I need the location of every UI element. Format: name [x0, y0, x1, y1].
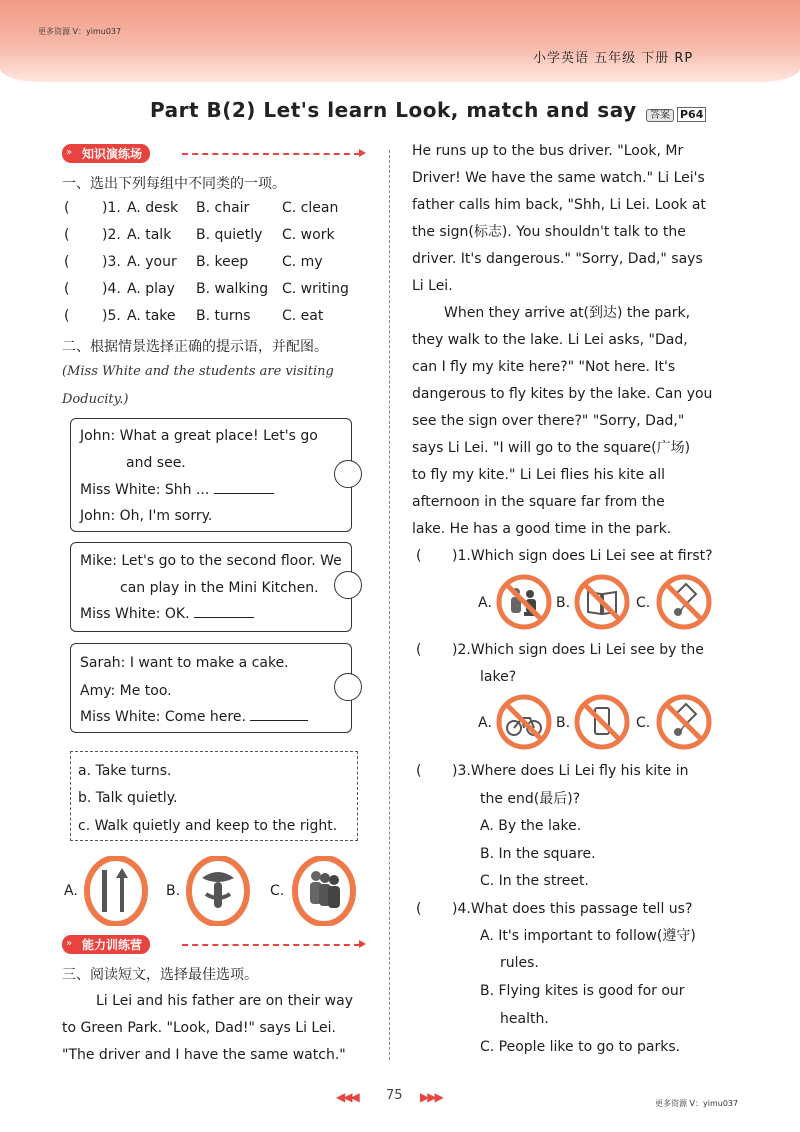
list-item: ( )2. A. talk B. quietly C. work	[64, 227, 335, 243]
answer-blank[interactable]	[250, 708, 308, 721]
book-info: 小学英语 五年级 下册 RP	[533, 51, 694, 66]
dialog-line: Miss White: OK.	[80, 605, 254, 623]
list-item: ( )4. A. play B. walking C. writing	[64, 281, 349, 297]
dialog-line: Sarah: I want to make a cake.	[80, 655, 289, 671]
column-divider	[389, 150, 390, 1060]
answer-option-cont: health.	[500, 1011, 549, 1027]
section-tag-ability	[62, 935, 150, 954]
q2-context: (Miss White and the students are visiting	[62, 364, 334, 379]
question-3: )3.Where does Li Lei fly his kite in	[452, 763, 689, 779]
passage-line: they walk to the lake. Li Lei asks, "Dad,	[412, 332, 688, 348]
question-3-cont: the end(最后)?	[480, 791, 581, 807]
section-tag-practice	[62, 144, 150, 163]
no-cycling-sign-icon	[496, 694, 552, 750]
passage-line: When they arrive at(到达) the park,	[444, 305, 691, 321]
section-divider	[182, 944, 360, 946]
page-title: Part B(2) Let's learn Look, match and say	[150, 98, 637, 122]
dialog-line: and see.	[126, 455, 186, 471]
passage-right	[412, 138, 722, 543]
option-item: c. Walk quietly and keep to the right.	[78, 818, 338, 834]
answer-option: B. Flying kites is good for our	[480, 983, 685, 999]
arrow-icon	[359, 149, 366, 157]
prev-arrows-icon: ◀◀◀	[336, 1090, 358, 1104]
answer-option-cont: rules.	[500, 955, 539, 971]
dialog-line: John: What a great place! Let's go	[80, 428, 318, 444]
question-2: )2.Which sign does Li Lei see by the	[452, 642, 704, 658]
answer-page: P64	[677, 107, 706, 122]
passage-line: "The driver and I have the same watch."	[62, 1047, 346, 1063]
answer-blank[interactable]	[214, 481, 274, 494]
match-circle[interactable]	[334, 571, 362, 599]
passage-line: dangerous to fly kites by the lake. Can you	[412, 386, 713, 402]
dialog-line: Amy: Me too.	[80, 683, 172, 699]
answer-paren[interactable]: (	[416, 548, 422, 564]
no-kite-flying-sign-icon	[656, 574, 712, 630]
queue-sign-icon	[292, 856, 356, 926]
answer-option: B. In the square.	[480, 846, 596, 862]
keep-right-sign-icon	[84, 856, 148, 926]
no-reading-sign-icon	[574, 574, 630, 630]
next-arrows-icon: ▶▶▶	[420, 1090, 442, 1104]
no-kite-flying-sign-icon	[656, 694, 712, 750]
dialog-line: Miss White: Shh ...	[80, 481, 274, 499]
passage-line: lake. He has a good time in the park.	[412, 521, 672, 537]
quiet-sign-icon	[186, 856, 250, 926]
passage-line: father calls him back, "Shh, Li Lei. Look at	[412, 197, 706, 213]
header-band	[0, 0, 800, 82]
page-number: 75	[386, 1088, 403, 1103]
q1-list	[62, 199, 382, 334]
answer-label: 答案	[646, 109, 674, 122]
q2-context-2: Doducity.)	[62, 392, 129, 407]
answer-badge	[646, 103, 706, 122]
sign-label: B.	[556, 715, 571, 731]
section-tag-label: 能力训练营	[62, 935, 150, 954]
section-tag-label: 知识演练场	[62, 144, 150, 163]
sign-label: B.	[556, 595, 571, 611]
passage-line: to fly my kite." Li Lei flies his kite all	[412, 467, 665, 483]
q2-heading: 二、根据情景选择正确的提示语，并配图。	[62, 339, 328, 355]
passage-line: says Li Lei. "I will go to the square(广场)	[412, 440, 691, 456]
option-item: a. Take turns.	[78, 763, 172, 779]
answer-option: A. By the lake.	[480, 818, 582, 834]
sign-label: A.	[478, 595, 492, 611]
question-2-cont: lake?	[480, 669, 517, 685]
option-item: b. Talk quietly.	[78, 790, 178, 806]
chevron-icon: »	[66, 147, 73, 158]
passage-line: He runs up to the bus driver. "Look, Mr	[412, 143, 684, 159]
answer-paren[interactable]: (	[416, 901, 422, 917]
passage-left	[62, 988, 374, 1069]
dialog-line: John: Oh, I'm sorry.	[80, 508, 213, 524]
passage-line: Li Lei.	[412, 278, 453, 294]
pic-label: B.	[166, 883, 181, 899]
header-watermark: 更多资源 V：yimu037	[38, 27, 122, 36]
footer-watermark: 更多资源 V：yimu037	[655, 1099, 739, 1108]
dialog-line: Miss White: Come here.	[80, 708, 308, 726]
list-item: ( )3. A. your B. keep C. my	[64, 254, 323, 270]
section-divider	[182, 153, 360, 155]
no-talking-to-driver-sign-icon	[496, 574, 552, 630]
list-item: ( )5. A. take B. turns C. eat	[64, 308, 324, 324]
list-item: ( )1. A. desk B. chair C. clean	[64, 200, 339, 216]
passage-line: Li Lei and his father are on their way	[96, 993, 353, 1009]
match-circle[interactable]	[334, 673, 362, 701]
answer-paren[interactable]: (	[416, 642, 422, 658]
passage-line: Driver! We have the same watch." Li Lei's	[412, 170, 705, 186]
chevron-icon: »	[66, 938, 73, 949]
answer-option: A. It's important to follow(遵守)	[480, 928, 696, 944]
dialog-line: can play in the Mini Kitchen.	[120, 580, 319, 596]
sign-label: A.	[478, 715, 492, 731]
passage-line: afternoon in the square far from the	[412, 494, 665, 510]
question-4: )4.What does this passage tell us?	[452, 901, 693, 917]
question-1: )1.Which sign does Li Lei see at first?	[452, 548, 713, 564]
answer-paren[interactable]: (	[416, 763, 422, 779]
passage-line: can I fly my kite here?" "Not here. It's	[412, 359, 676, 375]
pic-label: C.	[270, 883, 285, 899]
pic-label: A.	[64, 883, 78, 899]
no-phone-sign-icon	[574, 694, 630, 750]
answer-blank[interactable]	[194, 605, 254, 618]
sign-label: C.	[636, 595, 651, 611]
match-circle[interactable]	[334, 460, 362, 488]
passage-line: to Green Park. "Look, Dad!" says Li Lei.	[62, 1020, 336, 1036]
dialog-line: Mike: Let's go to the second floor. We	[80, 553, 342, 569]
answer-option: C. People like to go to parks.	[480, 1039, 681, 1055]
passage-line: see the sign over there?" "Sorry, Dad,"	[412, 413, 685, 429]
passage-line: the sign(标志). You shouldn't talk to the	[412, 224, 686, 240]
arrow-icon	[359, 940, 366, 948]
q3-heading: 三、阅读短文，选择最佳选项。	[62, 967, 258, 983]
passage-line: driver. It's dangerous." "Sorry, Dad," says	[412, 251, 703, 267]
sign-label: C.	[636, 715, 651, 731]
q1-heading: 一、选出下列每组中不同类的一项。	[62, 176, 286, 192]
answer-option: C. In the street.	[480, 873, 589, 889]
